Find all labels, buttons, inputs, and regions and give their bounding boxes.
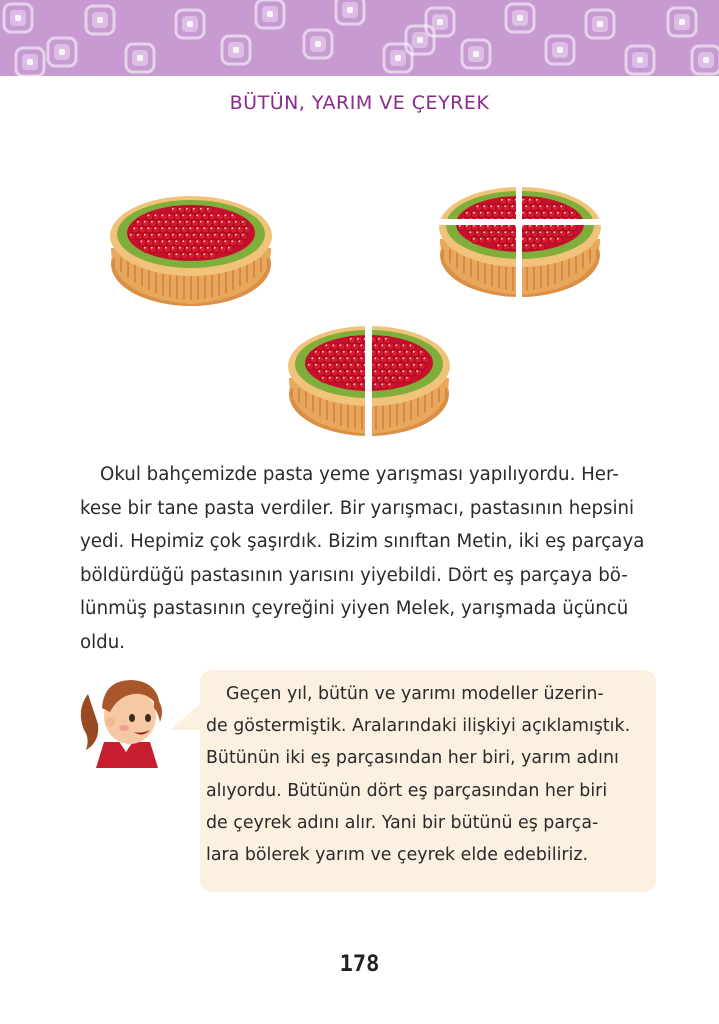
speech-text [206,678,650,871]
story-line: Okul bahçemizde pasta yeme yarışması yapılıyordu. Her- [100,464,619,485]
speech-line: de göstermiştik. Aralarındaki ilişkiyi açıklamıştık. [206,716,631,737]
half-cake [282,316,456,446]
story-line: böldürdüğü pastasının yarısını yiyebildi. Dört eş parçaya bö- [80,564,628,586]
header-banner [0,0,719,76]
speech-line: alıyordu. Bütünün dört eş parçasından her biri [206,780,608,801]
whole-cake [106,186,276,316]
story-line: lünmüş pastasının çeyreğini yiyen Melek, yarışmada üçüncü [80,598,629,620]
story-line: kese bir tane pasta verdiler. Bir yarışmacı, pastasının hepsini [80,497,635,519]
quarter-cake [432,173,608,311]
speech-line: Geçen yıl, bütün ve yarımı modeller üzerin- [226,684,604,704]
girl-avatar [74,672,170,768]
story-line: oldu. [80,631,126,653]
speech-line: de çeyrek adını alır. Yani bir bütünü eş parça- [206,812,599,833]
page-number: 178 [339,952,380,977]
story-paragraph [80,458,656,660]
page-title: BÜTÜN, YARIM VE ÇEYREK [229,92,490,114]
speech-line: Bütünün iki eş parçasından her biri, yarım adını [206,748,619,769]
speech-line: lara bölerek yarım ve çeyrek elde edebiliriz. [206,845,589,866]
banner-pattern [0,0,719,76]
story-line: yedi. Hepimiz çok şaşırdık. Bizim sınıftan Metin, iki eş parçaya [80,531,645,553]
